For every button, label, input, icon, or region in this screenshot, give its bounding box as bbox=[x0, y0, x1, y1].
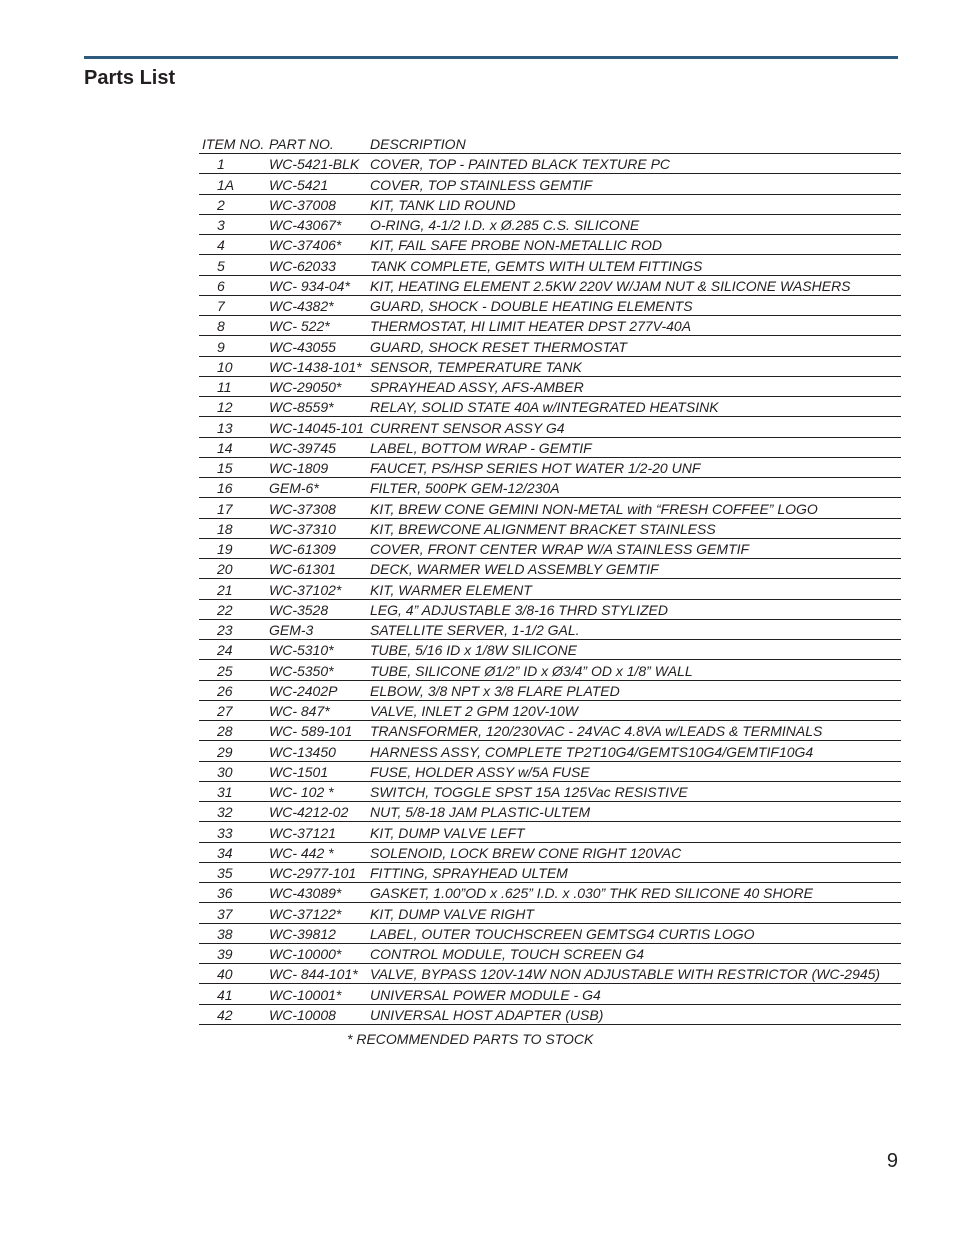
page-number: 9 bbox=[886, 1150, 898, 1172]
part-description: SOLENOID, LOCK BREW CONE RIGHT 120VAC bbox=[370, 844, 682, 861]
part-number: WC-43055 bbox=[269, 338, 336, 355]
item-number: 23 bbox=[217, 622, 233, 638]
part-number: WC-8559* bbox=[269, 399, 334, 416]
item-number: 11 bbox=[217, 379, 232, 395]
part-number: WC-1501 bbox=[269, 763, 329, 780]
part-description: NUT, 5/8-18 JAM PLASTIC-ULTEM bbox=[370, 804, 591, 821]
part-description: LABEL, BOTTOM WRAP - GEMTIF bbox=[370, 439, 592, 456]
item-number: 24 bbox=[217, 642, 233, 659]
item-number: 26 bbox=[217, 682, 233, 699]
part-number: WC-29050* bbox=[269, 379, 342, 395]
table-row bbox=[199, 296, 901, 316]
part-number: WC-1438-101* bbox=[269, 358, 362, 375]
table-row bbox=[199, 235, 901, 255]
table-row bbox=[199, 681, 901, 701]
table-row bbox=[199, 741, 901, 761]
table-row bbox=[199, 903, 901, 923]
item-number: 36 bbox=[217, 885, 233, 902]
table-row bbox=[199, 559, 901, 579]
item-number: 38 bbox=[217, 925, 233, 942]
part-description: LABEL, OUTER TOUCHSCREEN GEMTSG4 CURTIS LOGO bbox=[370, 925, 755, 942]
part-description: FAUCET, PS/HSP SERIES HOT WATER 1/2-20 UNF bbox=[370, 460, 701, 476]
part-number: WC-2402P bbox=[269, 682, 338, 699]
table-row bbox=[199, 802, 901, 822]
part-description: KIT, BREW CONE GEMINI NON-METAL with “FRESH COFFEE” LOGO bbox=[370, 500, 818, 517]
item-number: 6 bbox=[217, 277, 225, 294]
item-number: 40 bbox=[217, 966, 233, 983]
part-number: WC-13450 bbox=[269, 743, 336, 760]
part-number: WC- 934-04* bbox=[269, 277, 350, 294]
table-row bbox=[199, 377, 901, 397]
item-number: 7 bbox=[217, 298, 225, 314]
table-row bbox=[199, 417, 901, 437]
part-number: WC-1809 bbox=[269, 460, 329, 476]
part-number: WC-5421 bbox=[269, 176, 329, 193]
part-description: UNIVERSAL POWER MODULE - G4 bbox=[370, 986, 601, 1003]
item-number: 8 bbox=[217, 318, 225, 335]
table-row bbox=[199, 539, 901, 559]
table-row bbox=[199, 519, 901, 539]
table-row bbox=[199, 863, 901, 883]
item-number: 35 bbox=[217, 865, 233, 881]
part-description: SENSOR, TEMPERATURE TANK bbox=[370, 358, 582, 375]
part-number: WC-37308 bbox=[269, 500, 336, 517]
item-number: 3 bbox=[217, 217, 225, 233]
header-description: DESCRIPTION bbox=[370, 136, 466, 152]
part-number: GEM-6* bbox=[269, 480, 319, 497]
part-number: WC- 589-101 bbox=[269, 723, 353, 740]
table-row bbox=[199, 316, 901, 336]
table-body bbox=[199, 154, 901, 1025]
part-description: TRANSFORMER, 120/230VAC - 24VAC 4.8VA w/LEADS & TERMINALS bbox=[370, 723, 823, 740]
part-number: WC-37310 bbox=[269, 520, 336, 537]
part-number: WC-39745 bbox=[269, 439, 336, 456]
part-number: WC- 442 * bbox=[269, 844, 334, 861]
part-number: WC-10008 bbox=[269, 1006, 336, 1023]
table-row bbox=[199, 1005, 901, 1025]
table-row bbox=[199, 397, 901, 417]
part-number: GEM-3 bbox=[269, 622, 314, 638]
part-description: GUARD, SHOCK RESET THERMOSTAT bbox=[370, 338, 627, 355]
item-number: 20 bbox=[217, 561, 233, 578]
part-description: KIT, TANK LID ROUND bbox=[370, 196, 516, 213]
recommended-parts-footnote: * RECOMMENDED PARTS TO STOCK bbox=[347, 1031, 594, 1047]
item-number: 9 bbox=[217, 338, 225, 355]
item-number: 32 bbox=[217, 804, 233, 821]
part-description: KIT, DUMP VALVE LEFT bbox=[370, 824, 525, 841]
item-number: 1A bbox=[217, 176, 235, 193]
part-description: KIT, BREWCONE ALIGNMENT BRACKET STAINLESS bbox=[370, 520, 716, 537]
part-number: WC-37008 bbox=[269, 196, 336, 213]
item-number: 13 bbox=[217, 419, 233, 436]
table-row bbox=[199, 357, 901, 377]
part-number: WC-37121 bbox=[269, 824, 336, 841]
item-number: 12 bbox=[217, 399, 233, 416]
part-description: VALVE, BYPASS 120V-14W NON ADJUSTABLE WITH RESTRICTOR (WC-2945) bbox=[370, 966, 881, 983]
table-row bbox=[199, 762, 901, 782]
part-number: WC-4382* bbox=[269, 298, 334, 314]
table-row bbox=[199, 458, 901, 478]
part-number: WC-43067* bbox=[269, 217, 342, 233]
table-header-row bbox=[199, 133, 901, 154]
item-number: 21 bbox=[217, 581, 233, 598]
part-number: WC-61301 bbox=[269, 561, 336, 578]
header-item-no: ITEM NO. bbox=[202, 136, 265, 152]
item-number: 42 bbox=[217, 1006, 233, 1023]
table-row bbox=[199, 640, 901, 660]
part-description: SATELLITE SERVER, 1-1/2 GAL. bbox=[370, 622, 580, 638]
part-number: WC-2977-101 bbox=[269, 865, 357, 881]
item-number: 29 bbox=[217, 743, 233, 760]
part-description: HARNESS ASSY, COMPLETE TP2T10G4/GEMTS10G4/GEMTIF10G4 bbox=[370, 743, 814, 760]
item-number: 22 bbox=[217, 601, 233, 618]
table-row bbox=[199, 579, 901, 599]
part-description: TANK COMPLETE, GEMTS WITH ULTEM FITTINGS bbox=[370, 257, 703, 274]
table-row bbox=[199, 964, 901, 984]
part-number: WC-37122* bbox=[269, 905, 342, 922]
part-number: WC- 522* bbox=[269, 318, 330, 335]
part-description: FUSE, HOLDER ASSY w/5A FUSE bbox=[370, 763, 590, 780]
part-description: CONTROL MODULE, TOUCH SCREEN G4 bbox=[370, 946, 645, 962]
part-number: WC-62033 bbox=[269, 257, 336, 274]
part-number: WC-5310* bbox=[269, 642, 334, 659]
table-row bbox=[199, 883, 901, 903]
part-description: KIT, HEATING ELEMENT 2.5KW 220V W/JAM NUT & SILICONE WASHERS bbox=[370, 277, 851, 294]
part-description: RELAY, SOLID STATE 40A w/INTEGRATED HEATSINK bbox=[370, 399, 719, 416]
part-description: ELBOW, 3/8 NPT x 3/8 FLARE PLATED bbox=[370, 682, 620, 699]
item-number: 14 bbox=[217, 439, 233, 456]
table-row bbox=[199, 154, 901, 174]
table-row bbox=[199, 600, 901, 620]
part-description: CURRENT SENSOR ASSY G4 bbox=[370, 419, 565, 436]
part-description: COVER, TOP STAINLESS GEMTIF bbox=[370, 176, 593, 193]
table-row bbox=[199, 782, 901, 802]
item-number: 25 bbox=[217, 662, 233, 679]
table-row bbox=[199, 701, 901, 721]
table-row bbox=[199, 478, 901, 498]
part-number: WC-3528 bbox=[269, 601, 329, 618]
part-description: TUBE, SILICONE Ø1/2” ID x Ø3/4” OD x 1/8” WALL bbox=[370, 662, 693, 679]
part-description: DECK, WARMER WELD ASSEMBLY GEMTIF bbox=[370, 561, 659, 578]
part-number: WC-4212-02 bbox=[269, 804, 349, 821]
part-description: COVER, FRONT CENTER WRAP W/A STAINLESS GEMTIF bbox=[370, 541, 750, 557]
table-row bbox=[199, 984, 901, 1004]
table-row bbox=[199, 174, 901, 194]
table-row bbox=[199, 721, 901, 741]
item-number: 18 bbox=[217, 520, 233, 537]
part-description: KIT, FAIL SAFE PROBE NON-METALLIC ROD bbox=[370, 237, 662, 254]
part-number: WC-37406* bbox=[269, 237, 342, 254]
header-part-no: PART NO. bbox=[269, 136, 334, 152]
part-description: SPRAYHEAD ASSY, AFS-AMBER bbox=[370, 379, 584, 395]
part-number: WC-5350* bbox=[269, 662, 334, 679]
item-number: 19 bbox=[217, 541, 233, 557]
item-number: 10 bbox=[217, 358, 233, 375]
parts-table bbox=[199, 133, 901, 1025]
table-row bbox=[199, 438, 901, 458]
table-row bbox=[199, 660, 901, 680]
part-description: FITTING, SPRAYHEAD ULTEM bbox=[370, 865, 568, 881]
item-number: 41 bbox=[217, 986, 233, 1003]
part-number: WC-5421-BLK bbox=[269, 156, 360, 173]
item-number: 5 bbox=[217, 257, 225, 274]
item-number: 17 bbox=[217, 500, 233, 517]
item-number: 37 bbox=[217, 905, 233, 922]
part-number: WC-37102* bbox=[269, 581, 342, 598]
item-number: 39 bbox=[217, 946, 233, 962]
part-number: WC-10000* bbox=[269, 946, 342, 962]
part-description: LEG, 4” ADJUSTABLE 3/8-16 THRD STYLIZED bbox=[370, 601, 668, 618]
part-description: TUBE, 5/16 ID x 1/8W SILICONE bbox=[370, 642, 577, 659]
table-row bbox=[199, 215, 901, 235]
item-number: 27 bbox=[217, 703, 233, 719]
table-row bbox=[199, 195, 901, 215]
part-description: KIT, WARMER ELEMENT bbox=[370, 581, 532, 598]
table-row bbox=[199, 843, 901, 863]
part-number: WC-14045-101 bbox=[269, 419, 364, 436]
part-number: WC-10001* bbox=[269, 986, 342, 1003]
part-description: FILTER, 500PK GEM-12/230A bbox=[370, 480, 560, 497]
item-number: 1 bbox=[217, 156, 225, 173]
table-row bbox=[199, 276, 901, 296]
item-number: 33 bbox=[217, 824, 233, 841]
part-description: VALVE, INLET 2 GPM 120V-10W bbox=[370, 703, 579, 719]
item-number: 34 bbox=[217, 844, 233, 861]
part-description: COVER, TOP - PAINTED BLACK TEXTURE PC bbox=[370, 156, 671, 173]
part-number: WC-61309 bbox=[269, 541, 336, 557]
part-description: THERMOSTAT, HI LIMIT HEATER DPST 277V-40A bbox=[370, 318, 692, 335]
table-row bbox=[199, 822, 901, 842]
part-number: WC-39812 bbox=[269, 925, 336, 942]
part-number: WC- 102 * bbox=[269, 784, 334, 800]
item-number: 15 bbox=[217, 460, 233, 476]
item-number: 2 bbox=[217, 196, 225, 213]
part-description: UNIVERSAL HOST ADAPTER (USB) bbox=[370, 1006, 604, 1023]
part-description: KIT, DUMP VALVE RIGHT bbox=[370, 905, 534, 922]
part-number: WC-43089* bbox=[269, 885, 342, 902]
part-number: WC- 844-101* bbox=[269, 966, 358, 983]
table-row bbox=[199, 336, 901, 356]
table-row bbox=[199, 620, 901, 640]
part-description: SWITCH, TOGGLE SPST 15A 125Vac RESISTIVE bbox=[370, 784, 688, 800]
table-row bbox=[199, 255, 901, 275]
part-number: WC- 847* bbox=[269, 703, 330, 719]
page-title: Parts List bbox=[84, 67, 176, 89]
part-description: O-RING, 4-1/2 I.D. x Ø.285 C.S. SILICONE bbox=[370, 217, 640, 233]
item-number: 16 bbox=[217, 480, 233, 497]
part-description: GASKET, 1.00”OD x .625” I.D. x .030” THK RED SILICONE 40 SHORE bbox=[370, 885, 813, 902]
item-number: 31 bbox=[217, 784, 233, 800]
table-row bbox=[199, 498, 901, 518]
item-number: 28 bbox=[217, 723, 233, 740]
item-number: 4 bbox=[217, 237, 225, 254]
header-rule bbox=[84, 56, 898, 59]
table-row bbox=[199, 944, 901, 964]
part-description: GUARD, SHOCK - DOUBLE HEATING ELEMENTS bbox=[370, 298, 693, 314]
item-number: 30 bbox=[217, 763, 233, 780]
table-row bbox=[199, 924, 901, 944]
